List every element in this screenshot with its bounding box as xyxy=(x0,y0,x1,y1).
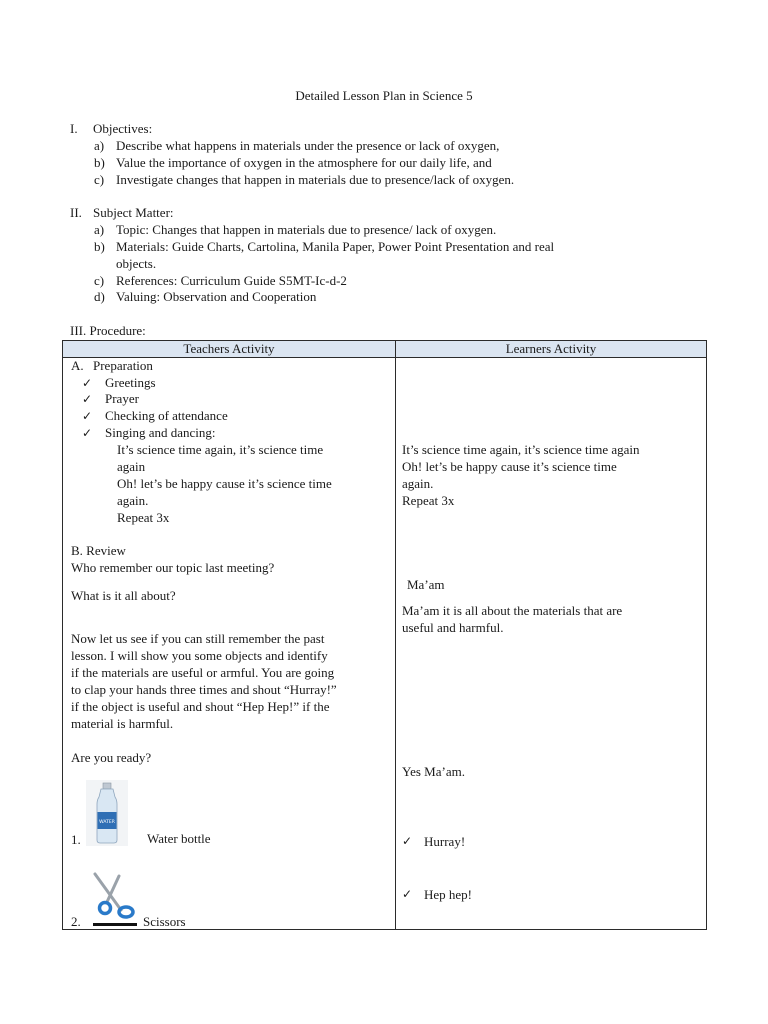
preparation-heading: Preparation xyxy=(93,358,153,373)
song-line: again. xyxy=(117,493,149,508)
learner-response: Hep hep! xyxy=(424,887,473,902)
objective-item: Investigate changes that happen in materials due to presence/lack of oxygen. xyxy=(116,172,515,187)
review-question: Who remember our topic last meeting? xyxy=(71,560,275,575)
subject-matter-heading: Subject Matter: xyxy=(93,205,174,220)
song-line: It’s science time again, it’s science time xyxy=(117,442,324,457)
checklist-item: Prayer xyxy=(105,391,139,406)
learner-ready-answer: Yes Ma’am. xyxy=(402,764,465,779)
instruction-line: material is harmful. xyxy=(71,716,174,731)
learner-answer: useful and harmful. xyxy=(402,620,504,635)
subject-item: References: Curriculum Guide S5MT-Ic-d-2 xyxy=(116,273,347,288)
instruction-line: if the object is useful and shout “Hep Hep!” if the xyxy=(71,699,330,714)
checklist-item: Checking of attendance xyxy=(105,408,228,423)
instruction-line: to clap your hands three times and shout “Hurray!” xyxy=(71,682,337,697)
objectives-heading: Objectives: xyxy=(93,121,153,136)
checklist-item: Greetings xyxy=(105,375,156,390)
objective-item: Value the importance of oxygen in the atmosphere for our daily life, and xyxy=(116,155,492,170)
list-marker: c) xyxy=(94,172,105,187)
subject-item: Topic: Changes that happen in materials due to presence/ lack of oxygen. xyxy=(116,222,497,237)
item-number: 2. xyxy=(71,914,81,929)
learner-song-line: again. xyxy=(402,476,434,491)
subject-matter-marker: II. xyxy=(70,205,82,220)
learner-song-line: Repeat 3x xyxy=(402,493,455,508)
learner-answer: Ma’am it is all about the materials that are xyxy=(402,603,623,618)
list-marker: a) xyxy=(94,222,105,237)
item-label-scissors: Scissors xyxy=(143,914,186,929)
objective-item: Describe what happens in materials under the presence or lack of oxygen, xyxy=(116,138,500,153)
instruction-line: Now let us see if you can still remember the past xyxy=(71,631,325,646)
learner-song-line: It’s science time again, it’s science time again xyxy=(402,442,640,457)
scissors-image xyxy=(89,870,139,922)
learner-response: Hurray! xyxy=(424,834,466,849)
procedure-heading: III. Procedure: xyxy=(70,323,146,338)
learners-activity-cell xyxy=(396,358,707,930)
check-icon: ✓ xyxy=(82,409,93,423)
song-line: Repeat 3x xyxy=(117,510,170,525)
procedure-table xyxy=(62,340,707,930)
blank-underline xyxy=(93,923,137,926)
check-icon: ✓ xyxy=(82,426,93,440)
document-title: Detailed Lesson Plan in Science 5 xyxy=(295,88,473,103)
list-marker: a) xyxy=(94,138,105,153)
list-marker: b) xyxy=(94,239,105,254)
song-line: Oh! let’s be happy cause it’s science time xyxy=(117,476,332,491)
learner-answer: Ma’am xyxy=(407,577,445,592)
list-marker: b) xyxy=(94,155,105,170)
review-question: What is it all about? xyxy=(71,588,176,603)
review-heading: B. Review xyxy=(71,543,126,558)
learner-song-line: Oh! let’s be happy cause it’s science time xyxy=(402,459,617,474)
subject-item: Valuing: Observation and Cooperation xyxy=(116,289,317,304)
list-marker: c) xyxy=(94,273,105,288)
objectives-marker: I. xyxy=(70,121,78,136)
instruction-line: lesson. I will show you some objects and identify xyxy=(71,648,328,663)
check-icon: ✓ xyxy=(82,376,93,390)
check-icon: ✓ xyxy=(402,834,413,848)
teachers-activity-header: Teachers Activity xyxy=(63,341,396,358)
checklist-item: Singing and dancing: xyxy=(105,425,216,440)
instruction-line: if the materials are useful or armful. You are going xyxy=(71,665,335,680)
learners-activity-header: Learners Activity xyxy=(396,341,707,358)
bottle-label: WATER xyxy=(99,820,115,825)
water-bottle-image xyxy=(86,780,128,846)
item-number: 1. xyxy=(71,832,81,847)
teachers-activity-cell xyxy=(63,358,396,930)
song-line: again xyxy=(117,459,146,474)
item-label-water-bottle: Water bottle xyxy=(147,831,211,846)
check-icon: ✓ xyxy=(402,887,413,901)
subject-item: Materials: Guide Charts, Cartolina, Manila Paper, Power Point Presentation and real xyxy=(116,239,555,254)
list-marker: d) xyxy=(94,289,105,304)
ready-question: Are you ready? xyxy=(71,750,152,765)
subject-item-continuation: objects. xyxy=(116,256,157,271)
check-icon: ✓ xyxy=(82,392,93,406)
section-marker: A. xyxy=(71,358,84,373)
